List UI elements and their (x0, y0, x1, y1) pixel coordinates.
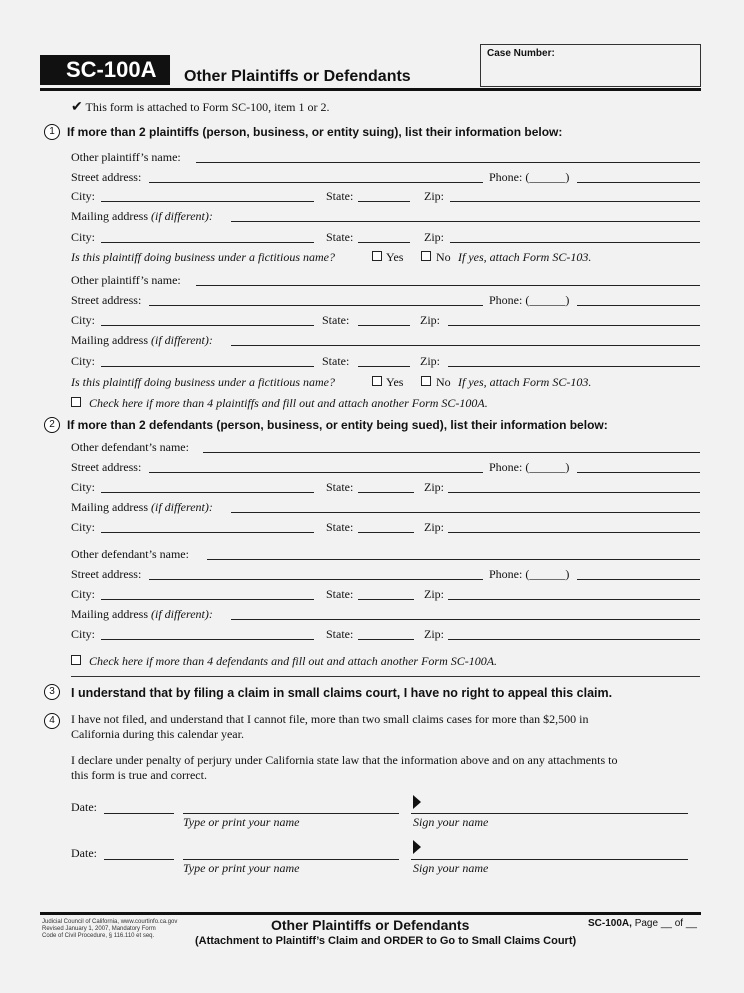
plaintiff-2-state-label: State: (322, 313, 350, 327)
plaintiff-2-phone-field[interactable] (577, 305, 700, 306)
defendant-1-mailing-label: Mailing address (if different): (71, 500, 213, 514)
sign-name-2-field[interactable] (411, 859, 688, 860)
plaintiff-2-yes-checkbox[interactable] (372, 376, 382, 386)
plaintiff-1-attach-note: If yes, attach Form SC-103. (458, 250, 592, 264)
sign-arrow-1-icon (413, 795, 421, 809)
plaintiff-1-yes-checkbox[interactable] (372, 251, 382, 261)
defendant-2-zip-field[interactable] (448, 599, 700, 600)
plaintiff-1-phone-field[interactable] (577, 182, 700, 183)
footer-subtitle: (Attachment to Plaintiff’s Claim and ORDER to Go to Small Claims Court) (195, 935, 577, 947)
plaintiff-2-city-label: City: (71, 313, 96, 327)
plaintiff-1-state-label: State: (326, 189, 354, 203)
defendant-2-mailing-label: Mailing address (if different): (71, 607, 213, 621)
defendant-1-name-field[interactable] (203, 452, 700, 453)
plaintiff-2-phone-label: Phone: (______) (489, 293, 570, 307)
plaintiff-2-mail-zip-field[interactable] (448, 366, 700, 367)
defendant-2-street-label: Street address: (71, 567, 142, 581)
defendant-1-mailing-field[interactable] (231, 512, 700, 513)
sign-name-1-caption: Sign your name (413, 815, 489, 829)
defendant-1-mail-state-field[interactable] (358, 532, 414, 533)
plaintiff-1-mail-state-field[interactable] (358, 242, 410, 243)
plaintiff-2-name-field[interactable] (196, 285, 700, 286)
form-code-box (40, 55, 170, 85)
defendant-1-mail-city-field[interactable] (101, 532, 314, 533)
plaintiff-1-no-checkbox[interactable] (421, 251, 431, 261)
section-1-number: 1 (44, 124, 60, 140)
type-name-2-caption: Type or print your name (183, 861, 300, 875)
sign-name-1-field[interactable] (411, 813, 688, 814)
plaintiff-1-street-field[interactable] (149, 182, 483, 183)
declaration-line-2: this form is true and correct. (71, 768, 207, 782)
defendant-2-city-label: City: (71, 587, 96, 601)
defendant-1-state-field[interactable] (358, 492, 414, 493)
section-3-text: I understand that by filing a claim in small claims court, I have no right to appeal this claim. (71, 686, 613, 700)
plaintiff-1-mail-city-label: City: (71, 230, 96, 244)
footer-source-info: Judicial Council of California, www.courtinfo.ca.gov Revised January 1, 2007, Mandatory Form Code of Civil Procedure, § 116.110 et seq. (42, 919, 178, 939)
plaintiff-1-mailing-label: Mailing address (if different): (71, 209, 213, 223)
defendant-1-street-label: Street address: (71, 460, 142, 474)
defendant-1-phone-label: Phone: (______) (489, 460, 570, 474)
defendant-1-city-field[interactable] (101, 492, 314, 493)
case-number-field[interactable] (480, 44, 701, 87)
defendant-2-mail-city-label: City: (71, 627, 96, 641)
date-1-label: Date: (71, 800, 97, 814)
defendant-2-mail-zip-field[interactable] (448, 639, 700, 640)
plaintiff-2-state-field[interactable] (358, 325, 410, 326)
defendant-2-name-field[interactable] (207, 559, 700, 560)
section-4-line-2: California during this calendar year. (71, 727, 244, 741)
sign-arrow-2-icon (413, 840, 421, 854)
defendant-2-mailing-field[interactable] (231, 619, 700, 620)
section-3-number: 3 (44, 684, 60, 700)
defendant-2-state-field[interactable] (358, 599, 414, 600)
plaintiff-2-fictitious-question: Is this plaintiff doing business under a fictitious name? (71, 375, 335, 389)
defendant-1-city-label: City: (71, 480, 96, 494)
defendant-2-mail-state-label: State: (326, 627, 354, 641)
date-2-field[interactable] (104, 859, 174, 860)
plaintiff-1-state-field[interactable] (358, 201, 410, 202)
plaintiff-2-mail-zip-label: Zip: (420, 354, 440, 368)
defendant-2-phone-field[interactable] (577, 579, 700, 580)
plaintiff-1-fictitious-question: Is this plaintiff doing business under a fictitious name? (71, 250, 335, 264)
type-name-2-field[interactable] (183, 859, 399, 860)
defendant-2-street-field[interactable] (149, 579, 483, 580)
sign-name-2-caption: Sign your name (413, 861, 489, 875)
defendant-1-state-label: State: (326, 480, 354, 494)
plaintiff-2-street-label: Street address: (71, 293, 142, 307)
plaintiff-2-mailing-label: Mailing address (if different): (71, 333, 213, 347)
plaintiff-2-city-field[interactable] (101, 325, 314, 326)
section-1-heading: If more than 2 plaintiffs (person, business, or entity suing), list their information below: (67, 125, 563, 139)
attached-note: This form is attached to Form SC-100, item 1 or 2. (85, 100, 330, 114)
plaintiff-1-name-label: Other plaintiff’s name: (71, 150, 181, 164)
header-rule (40, 88, 701, 91)
plaintiff-1-city-label: City: (71, 189, 96, 203)
footer-page (588, 918, 697, 929)
plaintiff-1-phone-label: Phone: (______) (489, 170, 570, 184)
defendant-2-mail-state-field[interactable] (358, 639, 414, 640)
section-divider (71, 676, 700, 677)
check-mark-icon: ✔ (71, 100, 83, 115)
more-plaintiffs-text: Check here if more than 4 plaintiffs and fill out and attach another Form SC-100A. (89, 396, 488, 410)
plaintiff-2-no-checkbox[interactable] (421, 376, 431, 386)
plaintiff-2-mail-state-field[interactable] (358, 366, 410, 367)
plaintiff-2-mail-city-label: City: (71, 354, 96, 368)
footer-rule (40, 912, 701, 915)
plaintiff-1-zip-field[interactable] (450, 201, 700, 202)
section-4-line-1: I have not filed, and understand that I cannot file, more than two small claims cases for more than $2,500 in (71, 712, 589, 726)
defendant-1-mail-zip-field[interactable] (448, 532, 700, 533)
plaintiff-2-no-label: No (436, 375, 451, 389)
plaintiff-1-yes-label: Yes (386, 250, 404, 264)
plaintiff-1-mailing-field[interactable] (231, 221, 700, 222)
declaration-line-1: I declare under penalty of perjury under California state law that the information above and on any attachments to (71, 753, 618, 767)
section-2-heading: If more than 2 defendants (person, business, or entity being sued), list their information below: (67, 418, 608, 432)
defendant-1-street-field[interactable] (149, 472, 483, 473)
defendant-1-mail-city-label: City: (71, 520, 96, 534)
footer-page-code: SC-100A, (588, 918, 632, 929)
plaintiff-1-city-field[interactable] (101, 201, 314, 202)
defendant-1-zip-label: Zip: (424, 480, 444, 494)
defendant-2-phone-label: Phone: (______) (489, 567, 570, 581)
plaintiff-2-yes-label: Yes (386, 375, 404, 389)
defendant-2-mail-zip-label: Zip: (424, 627, 444, 641)
section-4-number: 4 (44, 713, 60, 729)
date-2-label: Date: (71, 846, 97, 860)
form-title: Other Plaintiffs or Defendants (184, 68, 411, 85)
section-2-number: 2 (44, 417, 60, 433)
footer-title: Other Plaintiffs or Defendants (271, 917, 470, 933)
plaintiff-1-mail-zip-label: Zip: (424, 230, 444, 244)
date-1-field[interactable] (104, 813, 174, 814)
plaintiff-1-mail-zip-field[interactable] (450, 242, 700, 243)
defendant-1-zip-field[interactable] (448, 492, 700, 493)
plaintiff-2-mail-state-label: State: (322, 354, 350, 368)
plaintiff-2-zip-field[interactable] (448, 325, 700, 326)
defendant-1-mail-zip-label: Zip: (424, 520, 444, 534)
plaintiff-2-attach-note: If yes, attach Form SC-103. (458, 375, 592, 389)
plaintiff-2-mailing-field[interactable] (231, 345, 700, 346)
defendant-1-mail-state-label: State: (326, 520, 354, 534)
type-name-1-field[interactable] (183, 813, 399, 814)
case-number-label: Case Number: (487, 48, 555, 59)
plaintiff-2-name-label: Other plaintiff’s name: (71, 273, 181, 287)
defendant-2-mail-city-field[interactable] (101, 639, 314, 640)
defendant-2-city-field[interactable] (101, 599, 314, 600)
defendant-2-name-label: Other defendant’s name: (71, 547, 189, 561)
defendant-1-name-label: Other defendant’s name: (71, 440, 189, 454)
plaintiff-1-zip-label: Zip: (424, 189, 444, 203)
plaintiff-1-no-label: No (436, 250, 451, 264)
attached-note-row (71, 99, 330, 116)
defendant-2-zip-label: Zip: (424, 587, 444, 601)
plaintiff-2-mail-city-field[interactable] (101, 366, 314, 367)
footer-page-text: Page __ of __ (634, 918, 697, 929)
defendant-2-state-label: State: (326, 587, 354, 601)
plaintiff-2-street-field[interactable] (149, 305, 483, 306)
plaintiff-2-zip-label: Zip: (420, 313, 440, 327)
more-plaintiffs-checkbox[interactable] (71, 397, 81, 407)
form-code: SC-100A (66, 57, 157, 82)
plaintiff-1-mail-city-field[interactable] (101, 242, 314, 243)
type-name-1-caption: Type or print your name (183, 815, 300, 829)
plaintiff-1-street-label: Street address: (71, 170, 142, 184)
plaintiff-1-name-field[interactable] (196, 162, 700, 163)
defendant-1-phone-field[interactable] (577, 472, 700, 473)
plaintiff-1-mail-state-label: State: (326, 230, 354, 244)
more-defendants-checkbox[interactable] (71, 655, 81, 665)
more-defendants-text: Check here if more than 4 defendants and fill out and attach another Form SC-100A. (89, 654, 498, 668)
